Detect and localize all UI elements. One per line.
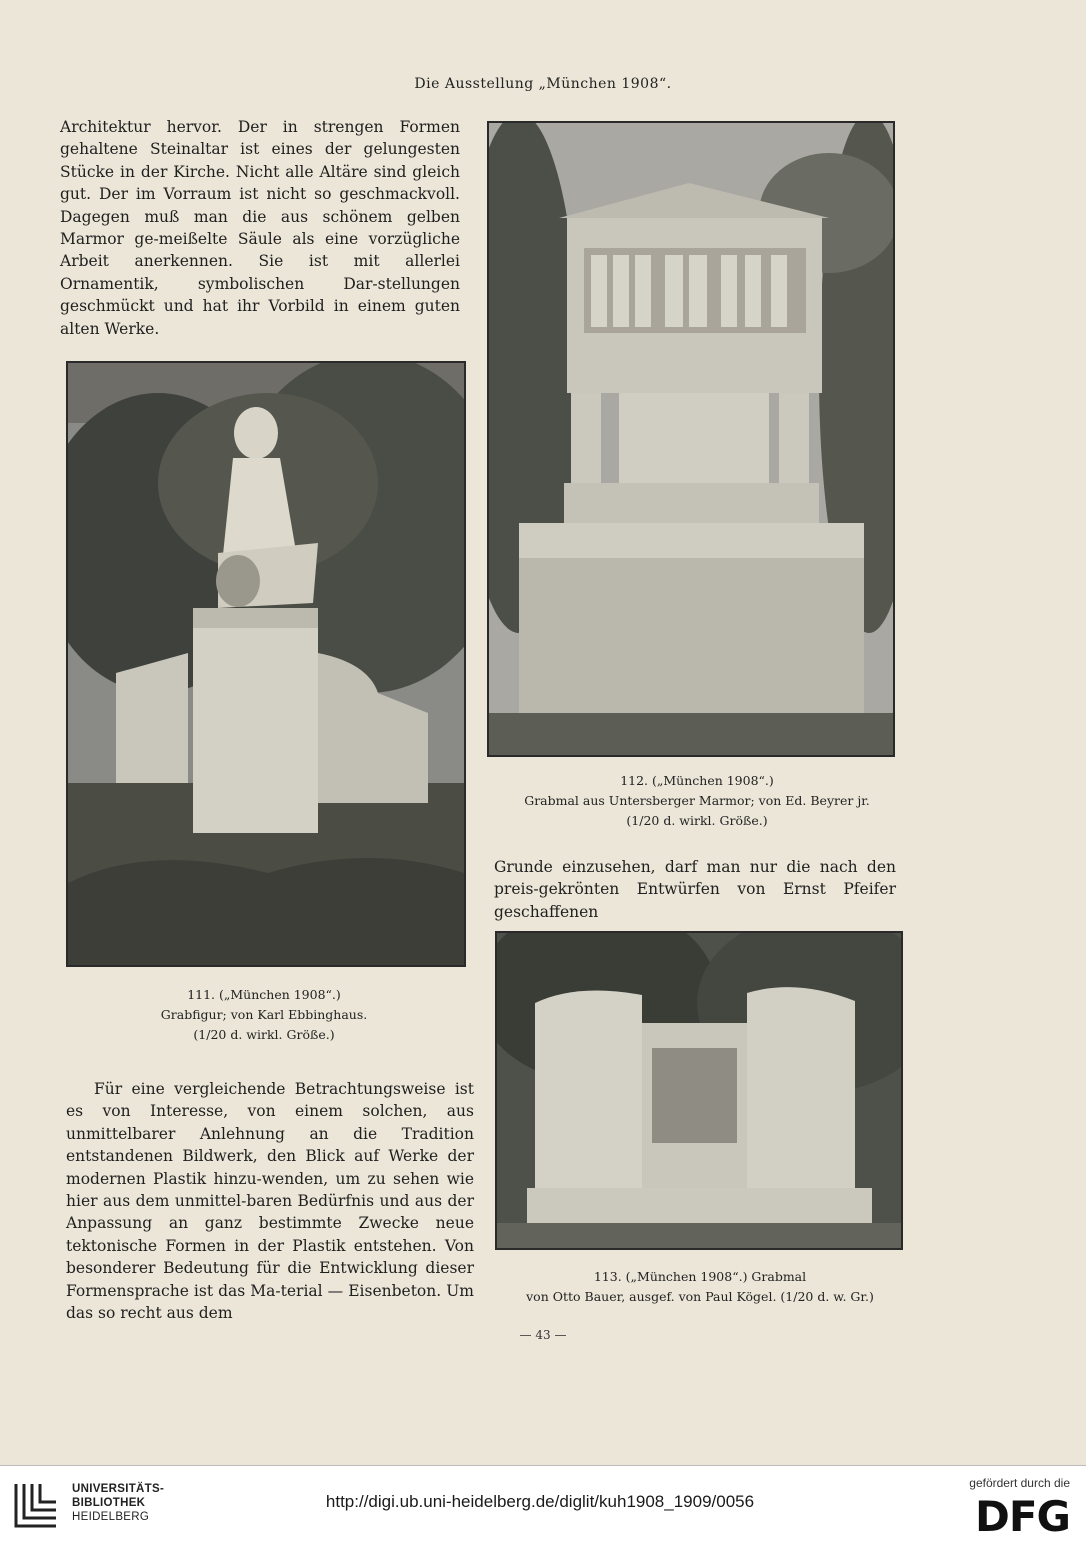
- caption-scale: (1/20 d. wirkl. Größe.): [193, 1027, 335, 1042]
- funded-by-label: gefördert durch die: [969, 1476, 1070, 1490]
- dfg-logo: DFG: [974, 1492, 1070, 1541]
- paragraph-text: Architektur hervor. Der in strengen Formen gehaltene Steinaltar ist eines der gelungesten Stücke in der Kirche. Nicht alle Altäre sind gleich gut. Der im Vorraum ist nicht so geschmackvoll. Dagegen muß man die aus schönem gelben Marmor ge-meißelte Säule als eine vorzügliche Arbeit anerkennen. Sie ist mit allerlei Ornamentik, symbolischen Dar-stellungen geschmückt und hat ihr Vorbild in einem guten alten Werke.: [60, 118, 460, 338]
- grabmal-bauer-image: [497, 933, 901, 1248]
- paragraph-text: Für eine vergleichende Betrachtungsweise ist es von Interesse, von einem solchen, aus unmittelbarer Anlehnung an die Tradition entstandenen Bildwerk, den Blick auf Werke der modernen Plastik hinzu-wenden, um zu sehen wie hier aus dem unmittel-baren Bedürfnis und aus der Anpassung an ganz bestimmte Zwecke neue tektonische Formen in der Plastik entstehen. Von besonderer Bedeutung für die Entwicklung dieser Formensprache ist das Ma-terial — Eisenbeton. Um das so recht aus dem: [66, 1080, 474, 1323]
- library-name-line: BIBLIOTHEK: [72, 1497, 146, 1509]
- caption-figure-number: 113. („München 1908“.) Grabmal: [593, 1269, 807, 1284]
- caption-figure-number: 111. („München 1908“.): [187, 987, 341, 1002]
- caption-description: von Otto Bauer, ausgef. von Paul Kögel. (1/20 d. w. Gr.): [526, 1289, 874, 1304]
- page-number: — 43 —: [519, 1328, 567, 1342]
- university-library-logo-icon: [10, 1478, 62, 1532]
- university-library-name: [72, 1482, 164, 1524]
- viewer-footer: [0, 1465, 1086, 1546]
- caption-111: [66, 985, 462, 1045]
- paragraph-text: Grunde einzusehen, darf man nur die nach den preis-gekrönten Entwürfen von Ernst Pfeifer geschaffenen: [494, 858, 896, 921]
- paragraph-vergleichende: [66, 1078, 474, 1324]
- running-head: Die Ausstellung „München 1908“.: [414, 76, 672, 92]
- caption-description: Grabfigur; von Karl Ebbinghaus.: [160, 1007, 368, 1022]
- library-city: HEIDELBERG: [72, 1511, 150, 1523]
- photo-grabfigur: [66, 361, 466, 967]
- photo-grabmal-bauer: [495, 931, 903, 1250]
- paragraph-architektur: [60, 116, 460, 340]
- permalink-url[interactable]: http://digi.ub.uni-heidelberg.de/diglit/kuh1908_1909/0056: [325, 1492, 755, 1511]
- caption-scale: (1/20 d. wirkl. Größe.): [626, 813, 768, 828]
- library-name-line: UNIVERSITÄTS-: [72, 1483, 165, 1495]
- photo-grabmal-marmor: [487, 121, 895, 757]
- caption-112: [487, 771, 907, 831]
- grabmal-marmor-image: [489, 123, 893, 755]
- caption-figure-number: 112. („München 1908“.): [620, 773, 774, 788]
- caption-113: [490, 1267, 910, 1307]
- paragraph-grunde: [494, 856, 896, 923]
- caption-description: Grabmal aus Untersberger Marmor; von Ed. Beyrer jr.: [524, 793, 870, 808]
- grabfigur-image: [68, 363, 464, 965]
